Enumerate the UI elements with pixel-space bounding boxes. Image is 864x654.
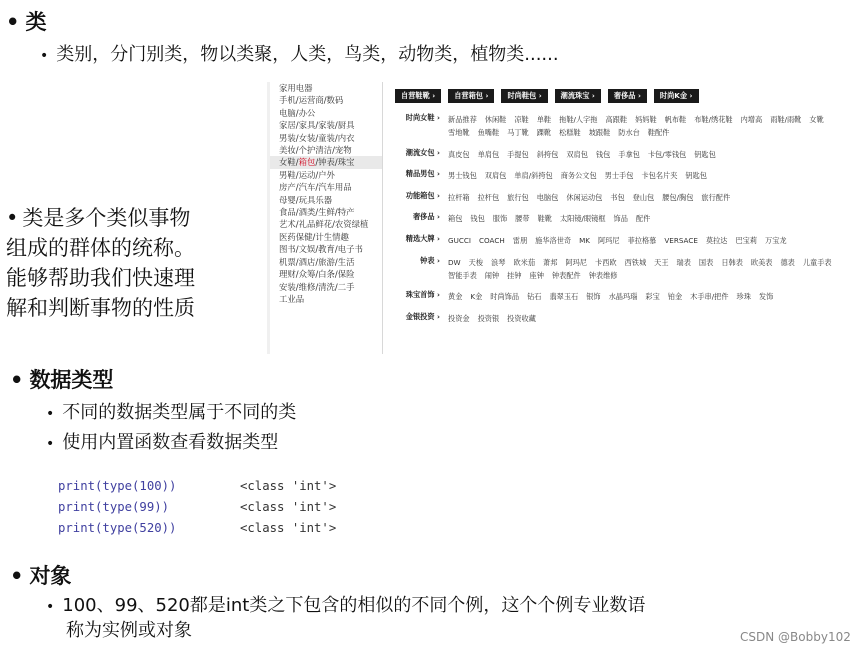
- subcategory-link[interactable]: 天梭: [468, 257, 484, 267]
- subcategory-row: [392, 169, 842, 182]
- category-item[interactable]: 图书/文娱/教育/电子书: [279, 244, 363, 255]
- subcategory-link[interactable]: 马丁靴: [507, 128, 529, 137]
- subcategory-link[interactable]: 座钟: [529, 270, 544, 280]
- subcategory-link[interactable]: 国表: [698, 257, 714, 267]
- category-item[interactable]: 工业品: [279, 293, 305, 304]
- tab-item[interactable]: 潮流珠宝 ›: [555, 89, 601, 103]
- subcategory-link[interactable]: 挂钟: [507, 270, 522, 280]
- subcategory-link[interactable]: 鞋配件: [647, 128, 670, 137]
- subcategory-link[interactable]: 服饰: [492, 214, 508, 224]
- object-heading: • 对象: [10, 564, 72, 588]
- category-item[interactable]: 男鞋/运动/户外: [279, 169, 335, 180]
- subcategory-panel: [392, 113, 842, 333]
- subcategory-link[interactable]: 箱包: [448, 214, 463, 224]
- subcategory-link[interactable]: 新品推荐: [448, 115, 477, 124]
- category-item[interactable]: 电脑/办公: [279, 107, 316, 118]
- subcategory-link[interactable]: GUCCI: [448, 235, 471, 245]
- subcategory-label[interactable]: 精品男包 ›: [405, 169, 440, 179]
- category-item[interactable]: 艺术/礼品鲜花/农资绿植: [279, 219, 369, 230]
- subcategory-link[interactable]: 鱼嘴鞋: [477, 128, 500, 137]
- subcategory-link[interactable]: 太阳镜/眼镜框: [559, 214, 606, 224]
- subcategory-link[interactable]: 闹钟: [484, 270, 500, 280]
- subcategory-link[interactable]: 投资金: [448, 313, 470, 323]
- subcategory-link[interactable]: 帆布鞋: [664, 115, 687, 124]
- subcategory-row: [392, 234, 842, 247]
- subcategory-link[interactable]: 男士手包: [604, 171, 634, 181]
- subcategory-label[interactable]: 精选大牌 ›: [405, 233, 440, 243]
- subcategory-link[interactable]: 卡西欧: [594, 257, 617, 267]
- subcategory-row: [392, 191, 842, 204]
- subcategory-link[interactable]: 儿童手表: [802, 257, 832, 267]
- subcategory-link[interactable]: 雨鞋/雨靴: [770, 115, 802, 124]
- subcategory-link[interactable]: 休闲鞋: [484, 115, 507, 124]
- subcategory-link[interactable]: 斜挎包: [536, 149, 559, 159]
- subcategory-link[interactable]: 拖鞋/人字拖: [559, 115, 598, 124]
- subcategory-link[interactable]: 西铁城: [624, 257, 647, 267]
- tab-item[interactable]: 时尚鞋包 ›: [501, 89, 547, 103]
- category-item[interactable]: 母婴/玩具乐器: [279, 194, 333, 205]
- subcategory-link[interactable]: 手提包: [507, 149, 529, 159]
- subcategory-link[interactable]: 钟表维修: [588, 270, 618, 280]
- subcategory-link[interactable]: 女靴: [809, 115, 824, 124]
- subcategory-link[interactable]: 手拿包: [618, 149, 640, 159]
- subcategory-link[interactable]: 万宝龙: [765, 235, 787, 245]
- subcategory-link[interactable]: 巴宝莉: [735, 235, 758, 245]
- subcategory-link[interactable]: K金: [470, 292, 483, 302]
- subcategory-link[interactable]: 腰包/胸包: [662, 192, 694, 202]
- category-item[interactable]: 理财/众筹/白条/保险: [279, 269, 355, 280]
- subcategory-label[interactable]: 奢侈品 ›: [412, 212, 440, 222]
- subcategory-row: [392, 148, 842, 161]
- subcategory-link[interactable]: 防水台: [618, 128, 640, 137]
- category-item[interactable]: 医药保健/计生情趣: [279, 231, 349, 242]
- code-line: print(type(99)) <class 'int'>: [58, 500, 337, 514]
- subcategory-link[interactable]: 钥匙包: [694, 149, 716, 159]
- class-heading: • 类: [6, 10, 47, 34]
- category-item[interactable]: 女鞋/箱包/钟表/珠宝: [270, 156, 382, 168]
- category-item[interactable]: 家用电器: [279, 83, 313, 93]
- subcategory-link[interactable]: 莫拉达: [705, 235, 728, 245]
- subcategory-link[interactable]: 瑞表: [676, 257, 691, 267]
- subcategory-link[interactable]: 高跟鞋: [605, 115, 628, 124]
- subcategory-link[interactable]: 投资收藏: [507, 313, 536, 323]
- subcategory-link[interactable]: 登山包: [632, 192, 655, 202]
- category-item[interactable]: 美妆/个护清洁/宠物: [279, 145, 352, 156]
- subcategory-label[interactable]: 金银投资 ›: [405, 311, 440, 321]
- tab-item[interactable]: 自营鞋靴 ›: [395, 89, 441, 103]
- tab-item[interactable]: 奢侈品 ›: [608, 89, 647, 103]
- category-item[interactable]: 房产/汽车/汽车用品: [279, 182, 352, 193]
- subcategory-label[interactable]: 时尚女鞋 ›: [405, 113, 440, 122]
- tab-item[interactable]: 时尚K金 ›: [654, 89, 699, 103]
- subcategory-link[interactable]: 踝靴: [536, 128, 552, 137]
- subcategory-link[interactable]: 休闲运动包: [566, 192, 603, 202]
- subcategory-link[interactable]: 黄金: [448, 292, 463, 302]
- subcategory-link[interactable]: 钟表配件: [551, 270, 581, 280]
- subcategory-label[interactable]: 功能箱包 ›: [405, 190, 440, 200]
- code-line: print(type(100)) <class 'int'>: [58, 479, 337, 493]
- subcategory-link[interactable]: 钱包: [470, 214, 485, 224]
- subcategory-link[interactable]: 鞋靴: [537, 214, 552, 224]
- subcategory-link[interactable]: 单鞋: [536, 115, 552, 124]
- category-list: [267, 82, 383, 354]
- subcategory-link[interactable]: 配件: [635, 214, 651, 224]
- subcategory-link[interactable]: 饰品: [613, 214, 628, 224]
- tab-bar: [395, 89, 699, 103]
- subcategory-link[interactable]: 书包: [610, 192, 625, 202]
- subcategory-link[interactable]: MK: [579, 235, 591, 245]
- subcategory-link[interactable]: 银饰: [586, 292, 601, 302]
- subcategory-link[interactable]: 欧米茄: [513, 257, 536, 267]
- subcategory-link[interactable]: 钱包: [595, 149, 611, 159]
- watermark: CSDN @Bobby102: [740, 630, 851, 644]
- datatype-point-1: • 不同的数据类型属于不同的类: [46, 402, 297, 423]
- subcategory-link[interactable]: 内增高: [740, 115, 763, 124]
- tab-item[interactable]: 自营箱包 ›: [448, 89, 494, 103]
- subcategory-link[interactable]: DW: [448, 257, 461, 267]
- subcategory-link[interactable]: 德表: [780, 257, 795, 267]
- subcategory-link[interactable]: 施华洛世奇: [535, 235, 572, 245]
- subcategory-link[interactable]: 商务公文包: [560, 171, 597, 181]
- category-item[interactable]: 手机/运营商/数码: [279, 95, 344, 106]
- subcategory-row: [392, 290, 842, 303]
- subcategory-row: [392, 256, 842, 282]
- subcategory-link[interactable]: 单肩/斜挎包: [514, 171, 553, 181]
- subcategory-link[interactable]: 发饰: [758, 292, 774, 302]
- subcategory-row: [392, 113, 842, 139]
- subcategory-link[interactable]: COACH: [479, 235, 505, 245]
- subcategory-link[interactable]: 时尚饰品: [490, 292, 520, 302]
- subcategory-link[interactable]: 钻石: [527, 292, 542, 302]
- subcategory-link[interactable]: 松糕鞋: [559, 128, 581, 137]
- subcategory-label[interactable]: 珠宝首饰 ›: [405, 290, 440, 300]
- subcategory-link[interactable]: 铂金: [667, 292, 683, 302]
- subcategory-link[interactable]: 双肩包: [484, 171, 507, 181]
- subcategory-link[interactable]: 腰带: [515, 214, 530, 224]
- subcategory-link[interactable]: 拉杆包: [477, 192, 500, 202]
- subcategory-link[interactable]: 木手串/把件: [690, 292, 729, 302]
- subcategory-link[interactable]: 布鞋/绣花鞋: [694, 115, 733, 124]
- subcategory-link[interactable]: 雪地靴: [448, 128, 470, 137]
- code-line: print(type(520)) <class 'int'>: [58, 521, 337, 535]
- subcategory-link[interactable]: 投资银: [477, 313, 500, 323]
- subcategory-row: [392, 212, 842, 225]
- subcategory-link[interactable]: 阿玛尼: [598, 235, 620, 245]
- subcategory-link[interactable]: 翡翠玉石: [549, 292, 579, 302]
- subcategory-link[interactable]: 妈妈鞋: [635, 115, 657, 124]
- subcategory-link[interactable]: 阿玛尼: [565, 257, 587, 267]
- category-item[interactable]: 男装/女装/童装/内衣: [279, 132, 355, 143]
- subcategory-link[interactable]: 日韩表: [721, 257, 743, 267]
- subcategory-link[interactable]: 单肩包: [477, 149, 500, 159]
- object-description: • 100、99、520都是int类之下包含的相似的不同个例，这个个例专业数语 称为实例或对象: [46, 595, 646, 641]
- category-item[interactable]: 机票/酒店/旅游/生活: [279, 256, 355, 267]
- subcategory-link[interactable]: 双肩包: [566, 149, 588, 159]
- subcategory-link[interactable]: 彩宝: [645, 292, 660, 302]
- class-definition: • 类是多个类似事物 组成的群体的统称。 能够帮助我们快速理 解和判断事物的性质: [6, 206, 195, 320]
- subcategory-link[interactable]: 旅行配件: [701, 192, 731, 202]
- subcategory-label[interactable]: 钟表 ›: [420, 255, 440, 265]
- subcategory-link[interactable]: 钥匙包: [685, 171, 707, 181]
- subcategory-link[interactable]: 雷朋: [512, 235, 528, 245]
- subcategory-link[interactable]: 旅行包: [507, 192, 529, 202]
- datatype-heading: • 数据类型: [10, 368, 114, 392]
- subcategory-link[interactable]: 水晶玛瑙: [608, 292, 638, 302]
- subcategory-link[interactable]: 浪琴: [491, 257, 506, 267]
- subcategory-link[interactable]: 卡包名片夹: [641, 171, 678, 181]
- subcategory-link[interactable]: 欧美表: [750, 257, 773, 267]
- subcategory-link[interactable]: 电脑包: [536, 192, 559, 202]
- subcategory-link[interactable]: 智能手表: [448, 270, 477, 280]
- subcategory-label[interactable]: 潮流女包 ›: [405, 147, 440, 157]
- subcategory-link[interactable]: 菲拉格慕: [627, 235, 657, 245]
- class-examples: • 类别，分门别类，物以类聚，人类，鸟类，动物类，植物类......: [40, 44, 559, 65]
- subcategory-link[interactable]: 珍珠: [736, 292, 751, 302]
- subcategory-link[interactable]: 凉鞋: [514, 115, 529, 124]
- subcategory-link[interactable]: VERSACE: [664, 235, 698, 245]
- category-item[interactable]: 家居/家具/家装/厨具: [279, 120, 355, 131]
- subcategory-link[interactable]: 萧邦: [543, 257, 558, 267]
- subcategory-link[interactable]: 坡跟鞋: [588, 128, 611, 137]
- category-item[interactable]: 安装/维修/清洗/二手: [279, 281, 355, 292]
- subcategory-link[interactable]: 真皮包: [448, 149, 470, 159]
- datatype-point-2: • 使用内置函数查看数据类型: [46, 432, 279, 453]
- subcategory-row: [392, 312, 842, 325]
- subcategory-link[interactable]: 拉杆箱: [448, 192, 470, 202]
- subcategory-link[interactable]: 卡包/零钱包: [647, 149, 687, 159]
- category-item[interactable]: 食品/酒类/生鲜/特产: [279, 207, 355, 218]
- subcategory-link[interactable]: 天王: [654, 257, 669, 267]
- subcategory-link[interactable]: 男士钱包: [448, 171, 477, 181]
